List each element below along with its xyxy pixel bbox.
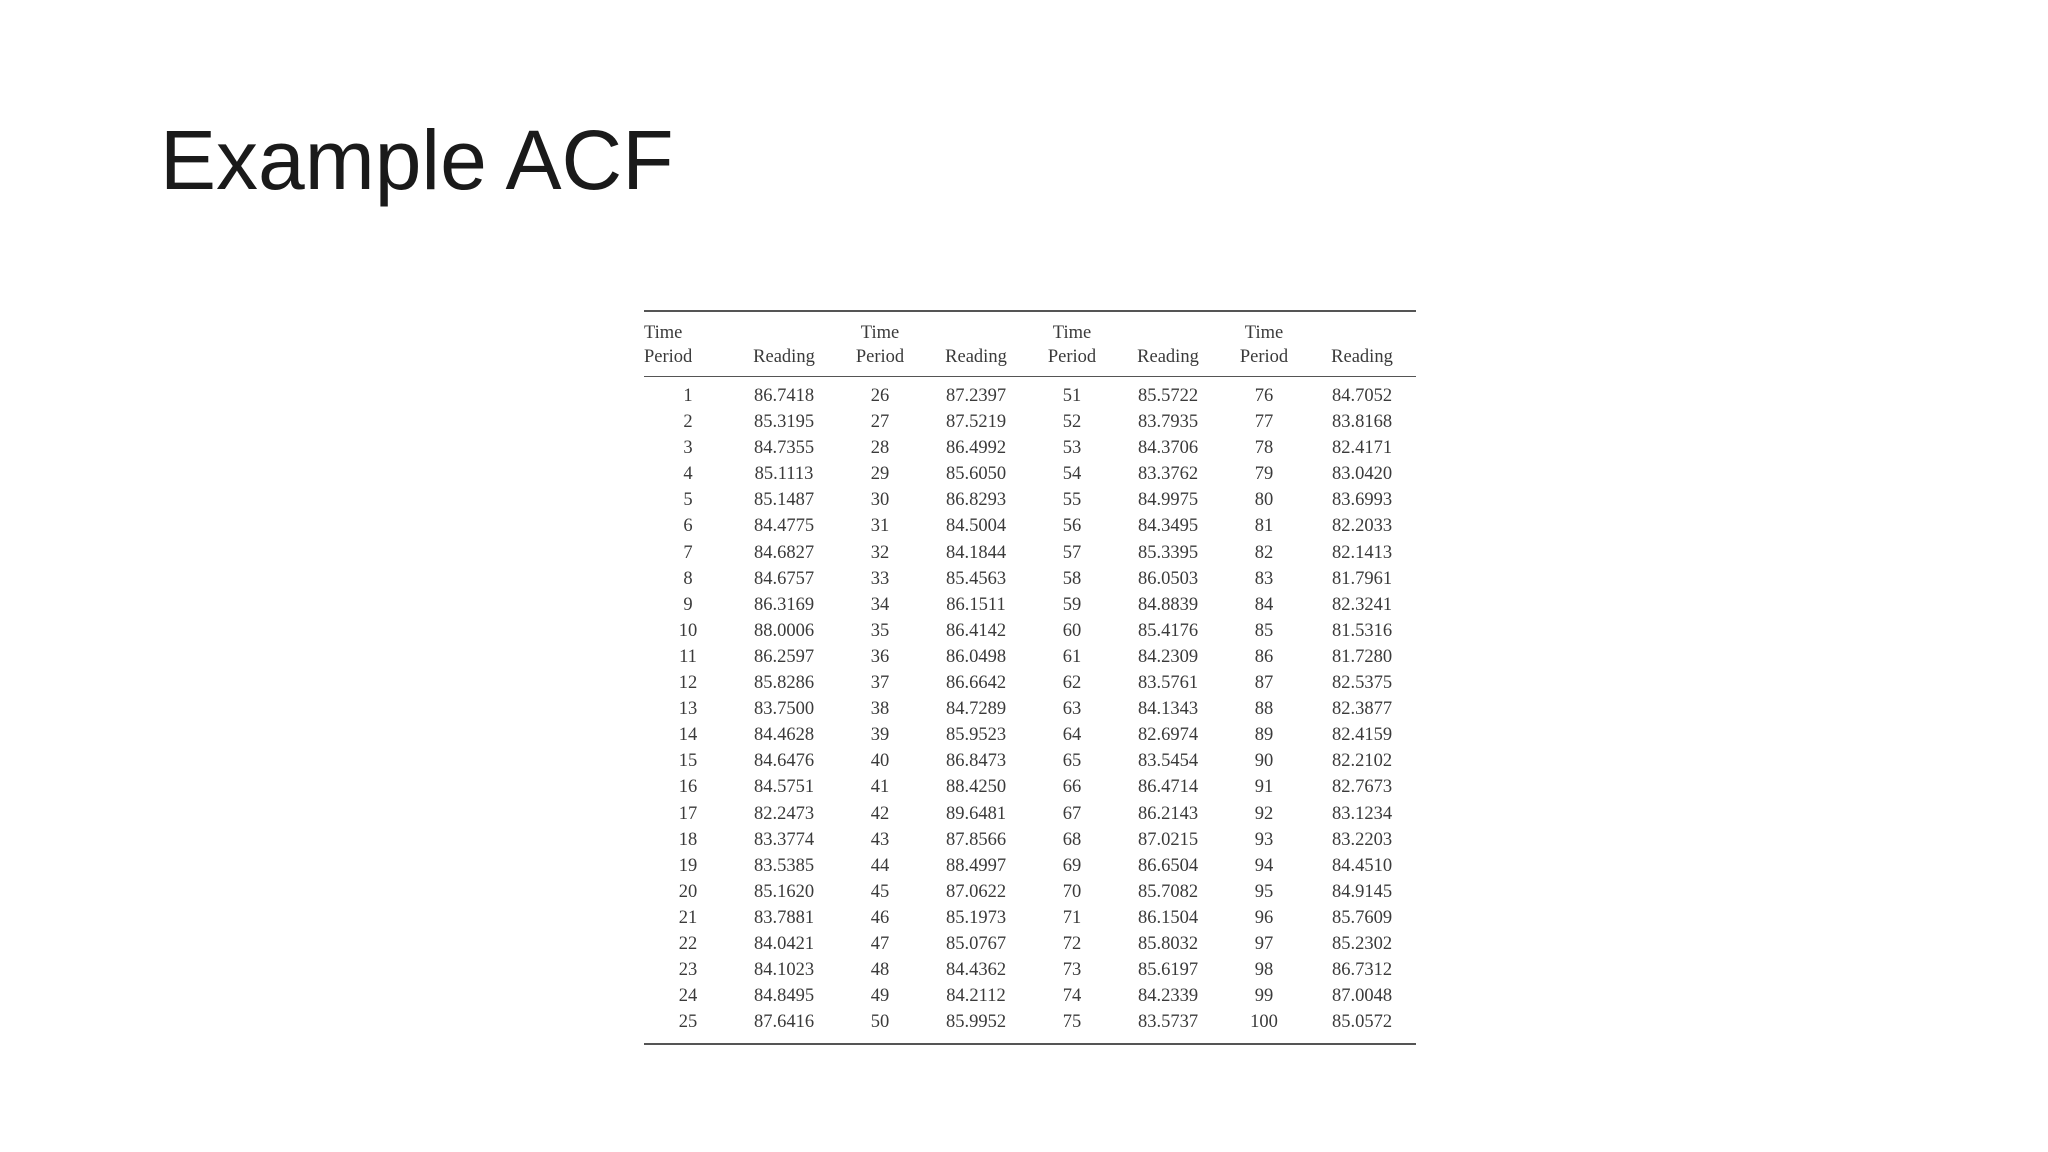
time-period-cell: 10 [678,620,698,641]
slide-title: Example ACF [160,113,674,207]
time-period-cell: 94 [1254,855,1274,876]
time-period-cell: 86 [1254,646,1274,667]
time-period-cell: 22 [678,933,698,954]
reading-cell: 82.2033 [1331,516,1393,537]
time-period-cell: 79 [1254,464,1274,485]
column-header-period: Period [1220,344,1308,377]
reading-cell: 83.5385 [753,855,815,876]
time-period-cell: 3 [683,438,693,459]
reading-cell: 86.8293 [945,490,1007,511]
time-period-cell: 97 [1254,933,1274,954]
reading-cell: 84.1844 [945,542,1007,563]
reading-cell: 85.5722 [1137,386,1199,406]
table-row [644,592,1416,618]
reading-cell: 83.1234 [1331,803,1393,824]
time-period-cell: 73 [1062,960,1082,981]
table-row [644,540,1416,566]
reading-cell: 81.7961 [1331,568,1393,589]
column-header-reading: Reading [732,344,836,377]
column-header-reading: Reading [1308,344,1416,377]
time-period-cell: 83 [1254,568,1274,589]
time-period-cell: 4 [683,464,693,485]
time-period-cell: 18 [678,829,698,850]
reading-cell: 86.8473 [945,751,1007,772]
time-period-cell: 74 [1062,986,1082,1007]
reading-cell: 87.0622 [945,881,1007,902]
reading-cell: 82.5375 [1331,673,1393,694]
time-period-cell: 57 [1062,542,1082,563]
time-period-cell: 19 [678,855,698,876]
reading-cell: 85.0572 [1331,1012,1393,1033]
time-period-cell: 45 [870,881,890,902]
reading-cell: 85.1113 [754,464,814,485]
time-period-cell: 62 [1062,673,1082,694]
time-period-cell: 34 [870,594,890,615]
reading-cell: 87.5219 [945,412,1007,433]
time-period-cell: 24 [678,986,698,1007]
reading-cell: 83.5761 [1137,673,1199,694]
table-row [644,487,1416,513]
time-period-cell: 40 [870,751,890,772]
reading-cell: 86.2143 [1137,803,1199,824]
reading-cell: 85.1973 [945,907,1007,928]
time-period-cell: 27 [870,412,890,433]
reading-cell: 85.4563 [945,568,1007,589]
reading-cell: 81.7280 [1331,646,1393,667]
reading-cell: 83.3762 [1137,464,1199,485]
time-period-cell: 56 [1062,516,1082,537]
time-period-cell: 39 [870,725,890,746]
column-header-reading: Reading [1116,344,1220,377]
time-period-cell: 87 [1254,673,1274,694]
time-period-cell: 23 [678,960,698,981]
time-period-cell: 68 [1062,829,1082,850]
reading-cell: 84.5004 [945,516,1007,537]
reading-cell: 86.7312 [1331,960,1393,981]
reading-cell: 87.0048 [1331,986,1393,1007]
reading-cell: 84.9145 [1331,881,1393,902]
reading-cell: 84.2339 [1137,986,1199,1007]
reading-cell: 86.4142 [945,620,1007,641]
reading-cell: 83.5454 [1137,751,1199,772]
reading-cell: 86.1511 [946,594,1006,615]
reading-cell: 84.2112 [946,986,1006,1007]
time-period-cell: 49 [870,986,890,1007]
time-period-cell: 38 [870,699,890,720]
reading-cell: 85.6050 [945,464,1007,485]
time-period-cell: 36 [870,646,890,667]
reading-cell: 86.4992 [945,438,1007,459]
time-period-cell: 85 [1254,620,1274,641]
reading-cell: 82.2473 [753,803,815,824]
reading-cell: 84.9975 [1137,490,1199,511]
table-row [644,879,1416,905]
reading-cell: 85.2302 [1331,933,1393,954]
time-period-cell: 81 [1254,516,1274,537]
data-table-figure [644,310,1416,1045]
reading-cell: 85.1620 [753,881,815,902]
reading-cell: 84.4362 [945,960,1007,981]
column-header-reading: Reading [924,344,1028,377]
time-period-cell: 12 [678,673,698,694]
table-row [644,774,1416,800]
table-row [644,1009,1416,1044]
reading-cell: 84.4628 [753,725,815,746]
time-period-cell: 50 [870,1012,890,1033]
table-row [644,435,1416,461]
reading-cell: 82.3241 [1331,594,1393,615]
table-row [644,513,1416,539]
table-row [644,696,1416,722]
column-header-blank [732,311,836,344]
reading-cell: 85.9952 [945,1012,1007,1033]
reading-cell: 88.0006 [753,620,815,641]
reading-cell: 84.3495 [1137,516,1199,537]
time-period-cell: 43 [870,829,890,850]
time-period-cell: 37 [870,673,890,694]
reading-cell: 85.0767 [945,933,1007,954]
column-header-time: Time [1244,323,1284,343]
column-header-time: Time [860,323,900,343]
reading-cell: 82.4171 [1331,438,1393,459]
reading-cell: 83.5737 [1137,1012,1199,1033]
reading-cell: 87.2397 [945,386,1007,406]
reading-cell: 87.0215 [1137,829,1199,850]
time-period-cell: 96 [1254,907,1274,928]
time-period-cell: 66 [1062,777,1082,798]
reading-cell: 82.7673 [1331,777,1393,798]
time-period-cell: 90 [1254,751,1274,772]
reading-cell: 85.9523 [945,725,1007,746]
reading-cell: 84.4510 [1331,855,1393,876]
reading-cell: 83.7935 [1137,412,1199,433]
column-header-period: Period [1028,344,1116,377]
reading-cell: 86.2597 [753,646,815,667]
reading-cell: 83.0420 [1331,464,1393,485]
time-period-cell: 5 [683,490,693,511]
time-period-cell: 2 [683,412,693,433]
time-period-cell: 26 [870,386,890,406]
time-period-cell: 6 [683,516,693,537]
time-period-cell: 47 [870,933,890,954]
reading-cell: 84.4775 [753,516,815,537]
reading-cell: 88.4250 [945,777,1007,798]
reading-cell: 81.5316 [1331,620,1393,641]
table-row [644,409,1416,435]
time-period-cell: 11 [679,646,697,667]
reading-cell: 85.7082 [1137,881,1199,902]
reading-cell: 86.7418 [753,386,815,406]
reading-cell: 85.4176 [1137,620,1199,641]
time-period-cell: 88 [1254,699,1274,720]
reading-cell: 83.8168 [1331,412,1393,433]
time-period-cell: 17 [678,803,698,824]
time-period-cell: 67 [1062,803,1082,824]
reading-cell: 84.7289 [945,699,1007,720]
reading-cell: 83.7500 [753,699,815,720]
reading-cell: 85.8286 [753,673,815,694]
time-period-cell: 89 [1254,725,1274,746]
reading-cell: 84.6757 [753,568,815,589]
reading-cell: 86.1504 [1137,907,1199,928]
time-period-cell: 32 [870,542,890,563]
reading-cell: 84.2309 [1137,646,1199,667]
time-period-cell: 75 [1062,1012,1082,1033]
time-period-cell: 51 [1062,386,1082,406]
reading-cell: 84.6827 [753,542,815,563]
time-period-cell: 29 [870,464,890,485]
time-period-cell: 93 [1254,829,1274,850]
reading-cell: 83.6993 [1331,490,1393,511]
time-period-cell: 64 [1062,725,1082,746]
table-row [644,853,1416,879]
column-header-period: Period [644,344,732,377]
reading-cell: 86.6504 [1137,855,1199,876]
time-period-cell: 72 [1062,933,1082,954]
time-period-reading-table [644,310,1416,1045]
reading-cell: 89.6481 [945,803,1007,824]
time-period-cell: 59 [1062,594,1082,615]
reading-cell: 85.6197 [1137,960,1199,981]
reading-cell: 82.4159 [1331,725,1393,746]
time-period-cell: 61 [1062,646,1082,667]
time-period-cell: 21 [678,907,698,928]
table-row [644,801,1416,827]
column-header-time: Time [1052,323,1092,343]
reading-cell: 82.2102 [1331,751,1393,772]
time-period-cell: 71 [1062,907,1082,928]
time-period-cell: 13 [678,699,698,720]
reading-cell: 85.1487 [753,490,815,511]
table-row [644,461,1416,487]
time-period-cell: 8 [683,568,693,589]
time-period-cell: 41 [870,777,890,798]
reading-cell: 83.2203 [1331,829,1393,850]
time-period-cell: 91 [1254,777,1274,798]
reading-cell: 86.4714 [1137,777,1199,798]
time-period-cell: 78 [1254,438,1274,459]
time-period-cell: 14 [678,725,698,746]
time-period-cell: 7 [683,542,693,563]
time-period-cell: 54 [1062,464,1082,485]
time-period-cell: 52 [1062,412,1082,433]
table-row [644,670,1416,696]
reading-cell: 88.4997 [945,855,1007,876]
table-row [644,566,1416,592]
time-period-cell: 33 [870,568,890,589]
column-header-time: Time [644,323,683,343]
reading-cell: 85.3195 [753,412,815,433]
time-period-cell: 30 [870,490,890,511]
time-period-cell: 69 [1062,855,1082,876]
time-period-cell: 70 [1062,881,1082,902]
time-period-cell: 1 [683,386,693,406]
reading-cell: 83.7881 [753,907,815,928]
time-period-cell: 65 [1062,751,1082,772]
time-period-cell: 53 [1062,438,1082,459]
time-period-cell: 63 [1062,699,1082,720]
time-period-cell: 77 [1254,412,1274,433]
time-period-cell: 55 [1062,490,1082,511]
time-period-cell: 95 [1254,881,1274,902]
reading-cell: 84.6476 [753,751,815,772]
reading-cell: 86.0503 [1137,568,1199,589]
time-period-cell: 100 [1250,1012,1278,1033]
time-period-cell: 25 [678,1012,698,1033]
reading-cell: 82.6974 [1137,725,1199,746]
table-row [644,931,1416,957]
time-period-cell: 48 [870,960,890,981]
table-row [644,377,1416,410]
table-row [644,983,1416,1009]
time-period-cell: 92 [1254,803,1274,824]
table-row [644,905,1416,931]
reading-cell: 82.1413 [1331,542,1393,563]
time-period-cell: 99 [1254,986,1274,1007]
time-period-cell: 60 [1062,620,1082,641]
table-row [644,618,1416,644]
time-period-cell: 35 [870,620,890,641]
reading-cell: 87.8566 [945,829,1007,850]
reading-cell: 84.5751 [753,777,815,798]
reading-cell: 83.3774 [753,829,815,850]
time-period-cell: 82 [1254,542,1274,563]
column-header-blank [1116,311,1220,344]
reading-cell: 85.7609 [1331,907,1393,928]
time-period-cell: 42 [870,803,890,824]
reading-cell: 84.7052 [1331,386,1393,406]
reading-cell: 84.8495 [753,986,815,1007]
time-period-cell: 16 [678,777,698,798]
table-row [644,827,1416,853]
reading-cell: 84.1343 [1137,699,1199,720]
time-period-cell: 98 [1254,960,1274,981]
reading-cell: 86.6642 [945,673,1007,694]
reading-cell: 82.3877 [1331,699,1393,720]
time-period-cell: 76 [1254,386,1274,406]
reading-cell: 84.7355 [753,438,815,459]
table-row [644,722,1416,748]
reading-cell: 86.3169 [753,594,815,615]
time-period-cell: 28 [870,438,890,459]
time-period-cell: 84 [1254,594,1274,615]
time-period-cell: 31 [870,516,890,537]
reading-cell: 86.0498 [945,646,1007,667]
reading-cell: 85.8032 [1137,933,1199,954]
table-row [644,644,1416,670]
reading-cell: 84.3706 [1137,438,1199,459]
reading-cell: 87.6416 [753,1012,815,1033]
reading-cell: 84.8839 [1137,594,1199,615]
time-period-cell: 44 [870,855,890,876]
time-period-cell: 15 [678,751,698,772]
time-period-cell: 80 [1254,490,1274,511]
time-period-cell: 46 [870,907,890,928]
table-row [644,957,1416,983]
reading-cell: 84.0421 [753,933,815,954]
reading-cell: 85.3395 [1137,542,1199,563]
reading-cell: 84.1023 [753,960,815,981]
column-header-blank [924,311,1028,344]
column-header-period: Period [836,344,924,377]
time-period-cell: 9 [683,594,693,615]
column-header-blank [1308,311,1416,344]
time-period-cell: 20 [678,881,698,902]
time-period-cell: 58 [1062,568,1082,589]
table-row [644,748,1416,774]
